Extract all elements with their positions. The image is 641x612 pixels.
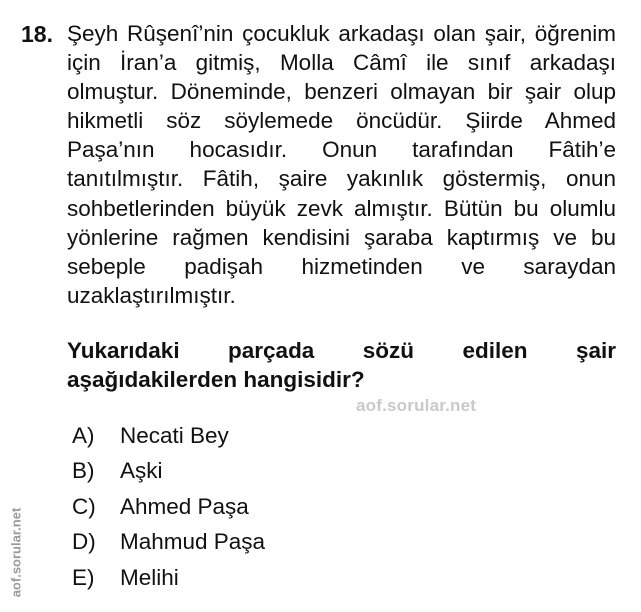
- question-passage: Şeyh Rûşenî’nin çocukluk arkadaşı olan şair, öğrenim için İran’a gitmiş, Molla Câmî ile sınıf arkadaşı olmuştur. Döneminde, benzeri olmayan bir şair olup hikmetli söz söylemede öncüdür. Şiirde Ahmed Paşa’nın hocasıdır. Onun tarafından Fâtih’e tanıtılmıştır. Fâtih, şaire yakınlık göstermiş, onun sohbetlerinden büyük zevk almıştır. Bütün bu olumlu yönlerine rağmen kendisini şaraba kaptırmış ve bu sebeple padişah hizmetinden ve saraydan uzaklaştırılmıştır.: [67, 21, 616, 308]
- option-d[interactable]: [72, 525, 265, 561]
- watermark-center: aof.sorular.net: [356, 396, 477, 415]
- option-b[interactable]: [72, 454, 265, 490]
- option-letter: D): [72, 529, 96, 555]
- option-text: Ahmed Paşa: [120, 493, 249, 519]
- option-letter: B): [72, 458, 95, 484]
- question-stem: Yukarıdaki parçada sözü edilen şair aşağıdakilerden hangisidir?: [67, 338, 616, 393]
- option-text: Aşki: [120, 458, 163, 484]
- watermark-side: aof.sorular.net: [8, 507, 24, 598]
- option-text: Necati Bey: [120, 422, 229, 448]
- option-text: Mahmud Paşa: [120, 529, 266, 555]
- option-letter: C): [72, 493, 96, 519]
- option-a[interactable]: [72, 418, 265, 454]
- option-text: Melihi: [120, 564, 179, 590]
- option-letter: A): [72, 422, 95, 448]
- answer-options: [72, 418, 265, 596]
- option-c[interactable]: [72, 489, 265, 525]
- option-letter: E): [72, 564, 95, 590]
- question-number: 18.: [21, 21, 53, 47]
- option-e[interactable]: [72, 560, 265, 596]
